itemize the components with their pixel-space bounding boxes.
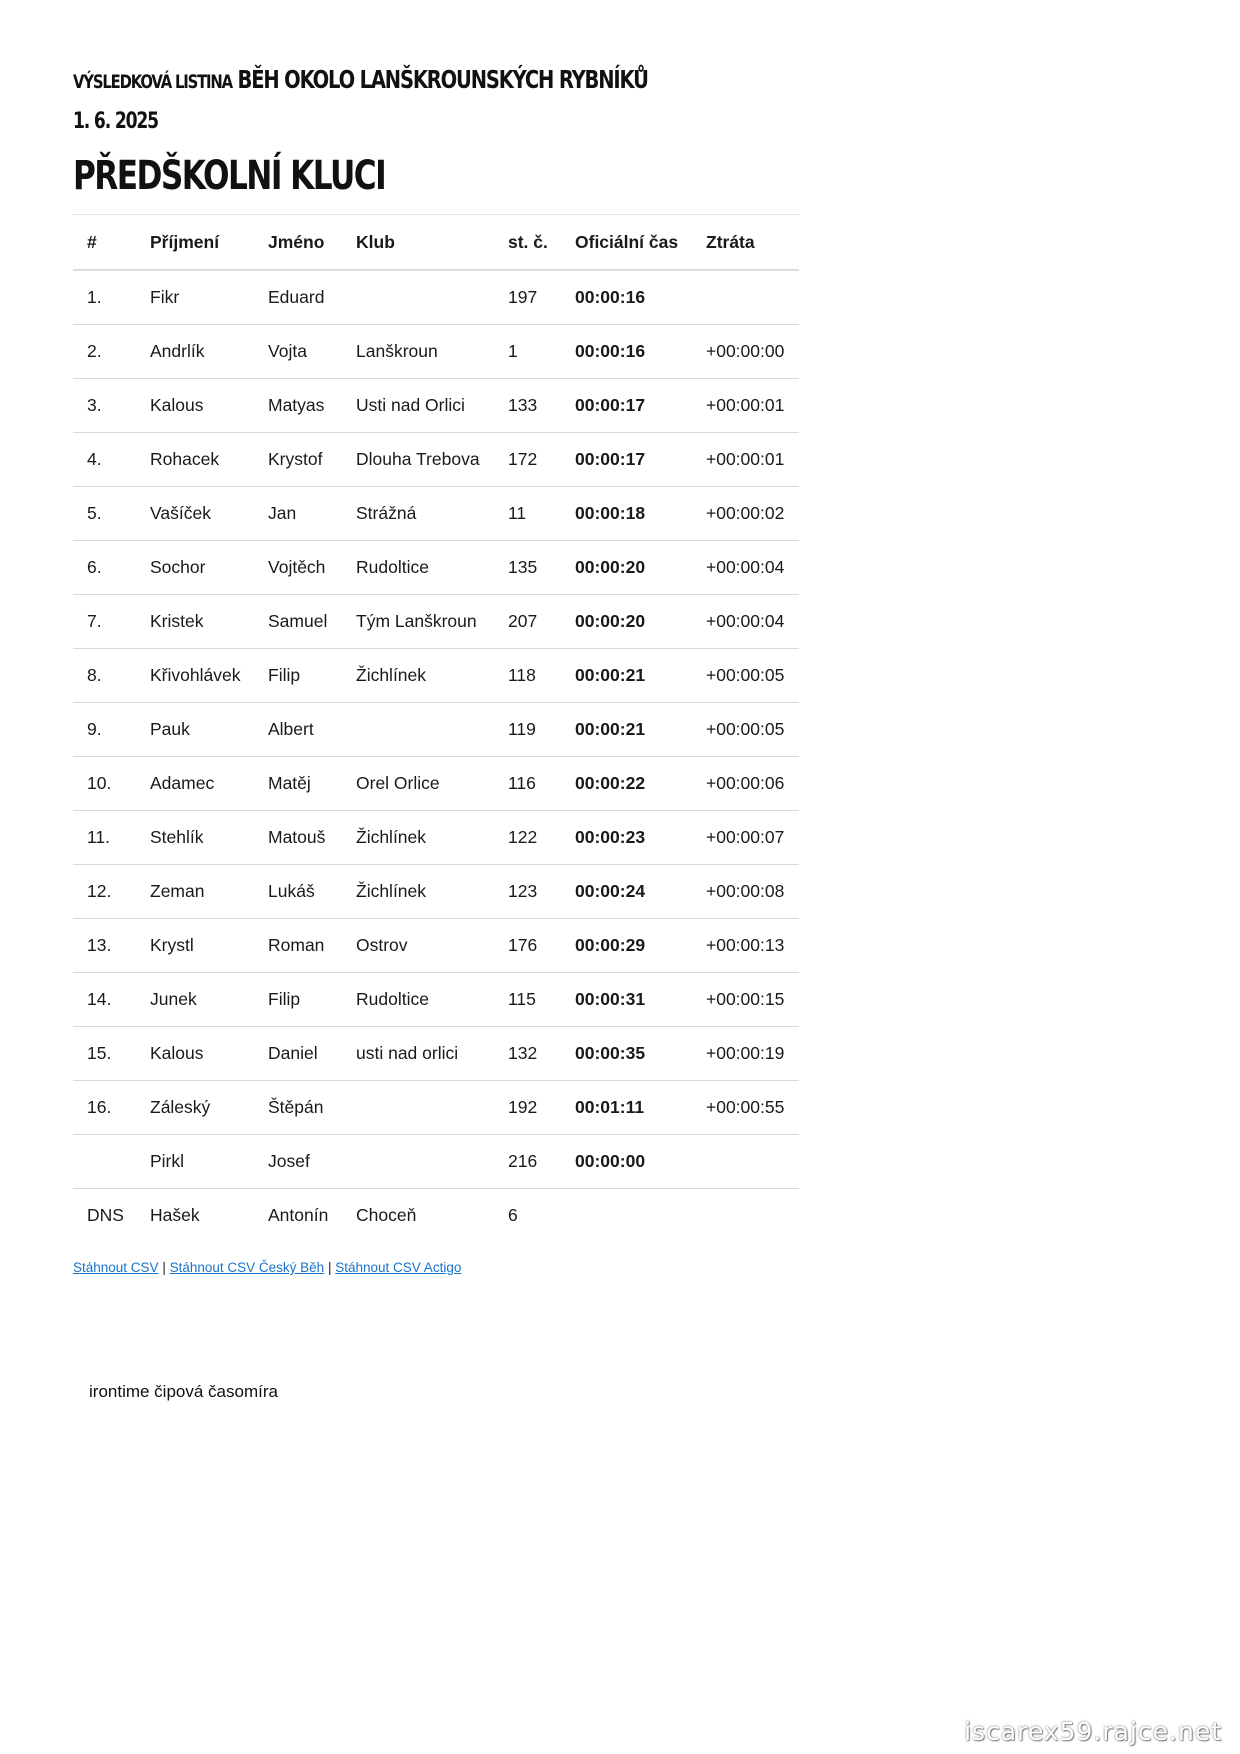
cell-club: [342, 703, 494, 757]
table-row: [73, 595, 799, 649]
table-row: [73, 541, 799, 595]
cell-name: Antonín: [254, 1189, 342, 1243]
cell-loss: +00:00:07: [692, 811, 799, 865]
link-separator: |: [327, 1260, 332, 1275]
cell-loss: +00:00:06: [692, 757, 799, 811]
cell-surname: Hašek: [136, 1189, 254, 1243]
cell-club: Žichlínek: [342, 865, 494, 919]
results-list-prefix: VÝSLEDKOVÁ LISTINA: [73, 71, 232, 93]
cell-official-time: 00:00:17: [561, 379, 692, 433]
cell-loss: +00:00:08: [692, 865, 799, 919]
cell-official-time: 00:00:21: [561, 649, 692, 703]
cell-loss: +00:00:55: [692, 1081, 799, 1135]
cell-bib: 122: [494, 811, 561, 865]
cell-surname: Záleský: [136, 1081, 254, 1135]
cell-club: [342, 1135, 494, 1189]
column-header-name: Jméno: [254, 215, 342, 271]
cell-name: Filip: [254, 649, 342, 703]
cell-loss: [692, 270, 799, 325]
cell-club: [342, 1081, 494, 1135]
cell-surname: Fikr: [136, 270, 254, 325]
cell-club: Dlouha Trebova: [342, 433, 494, 487]
cell-bib: 135: [494, 541, 561, 595]
cell-name: Krystof: [254, 433, 342, 487]
cell-rank: 2.: [73, 325, 136, 379]
cell-loss: +00:00:04: [692, 541, 799, 595]
cell-rank: 11.: [73, 811, 136, 865]
cell-surname: Rohacek: [136, 433, 254, 487]
cell-name: Albert: [254, 703, 342, 757]
cell-surname: Kalous: [136, 379, 254, 433]
table-row: [73, 379, 799, 433]
table-row: [73, 487, 799, 541]
cell-bib: 216: [494, 1135, 561, 1189]
cell-loss: +00:00:13: [692, 919, 799, 973]
cell-official-time: 00:00:22: [561, 757, 692, 811]
cell-club: Ostrov: [342, 919, 494, 973]
cell-loss: +00:00:04: [692, 595, 799, 649]
download-links: [73, 1260, 803, 1275]
cell-loss: +00:00:19: [692, 1027, 799, 1081]
results-page: [73, 60, 803, 1275]
cell-loss: +00:00:15: [692, 973, 799, 1027]
cell-rank: 13.: [73, 919, 136, 973]
cell-official-time: 00:00:16: [561, 270, 692, 325]
table-row: [73, 433, 799, 487]
cell-bib: 197: [494, 270, 561, 325]
cell-club: Usti nad Orlici: [342, 379, 494, 433]
cell-name: Štěpán: [254, 1081, 342, 1135]
cell-official-time: 00:00:31: [561, 973, 692, 1027]
cell-club: Rudoltice: [342, 973, 494, 1027]
download-csv-link[interactable]: Stáhnout CSV: [73, 1260, 159, 1275]
results-table: [73, 214, 799, 1242]
category-title: PŘEDŠKOLNÍ KLUCI: [73, 153, 386, 199]
cell-rank: [73, 1135, 136, 1189]
table-row: [73, 973, 799, 1027]
cell-club: Tým Lanškroun: [342, 595, 494, 649]
cell-rank: 1.: [73, 270, 136, 325]
column-header-loss: Ztráta: [692, 215, 799, 271]
cell-surname: Adamec: [136, 757, 254, 811]
watermark: iscarex59.rajce.net: [964, 1717, 1222, 1746]
link-separator: |: [162, 1260, 166, 1275]
cell-surname: Junek: [136, 973, 254, 1027]
cell-rank: 5.: [73, 487, 136, 541]
cell-bib: 11: [494, 487, 561, 541]
cell-name: Filip: [254, 973, 342, 1027]
cell-bib: 6: [494, 1189, 561, 1243]
cell-bib: 172: [494, 433, 561, 487]
cell-rank: 16.: [73, 1081, 136, 1135]
cell-club: Žichlínek: [342, 649, 494, 703]
cell-bib: 132: [494, 1027, 561, 1081]
cell-surname: Zeman: [136, 865, 254, 919]
column-header-club: Klub: [342, 215, 494, 271]
cell-rank: 3.: [73, 379, 136, 433]
cell-surname: Vašíček: [136, 487, 254, 541]
cell-bib: 123: [494, 865, 561, 919]
cell-loss: +00:00:05: [692, 649, 799, 703]
cell-bib: 1: [494, 325, 561, 379]
cell-bib: 207: [494, 595, 561, 649]
cell-name: Matyas: [254, 379, 342, 433]
cell-official-time: 00:00:20: [561, 541, 692, 595]
cell-bib: 116: [494, 757, 561, 811]
table-row: [73, 1081, 799, 1135]
cell-name: Matouš: [254, 811, 342, 865]
table-row: [73, 811, 799, 865]
cell-surname: Andrlík: [136, 325, 254, 379]
table-row: [73, 270, 799, 325]
cell-loss: +00:00:05: [692, 703, 799, 757]
cell-loss: +00:00:00: [692, 325, 799, 379]
cell-official-time: 00:00:16: [561, 325, 692, 379]
cell-official-time: [561, 1189, 692, 1243]
table-row: [73, 919, 799, 973]
download-csv-actigo-link[interactable]: Stáhnout CSV Actigo: [335, 1260, 462, 1275]
event-title: [73, 60, 648, 100]
cell-rank: 12.: [73, 865, 136, 919]
cell-name: Vojtěch: [254, 541, 342, 595]
column-header-surname: Příjmení: [136, 215, 254, 271]
cell-official-time: 00:00:17: [561, 433, 692, 487]
cell-club: Choceň: [342, 1189, 494, 1243]
column-header-bib: st. č.: [494, 215, 561, 271]
cell-surname: Krystl: [136, 919, 254, 973]
cell-bib: 176: [494, 919, 561, 973]
cell-name: Matěj: [254, 757, 342, 811]
cell-club: [342, 270, 494, 325]
cell-surname: Pirkl: [136, 1135, 254, 1189]
cell-official-time: 00:00:18: [561, 487, 692, 541]
cell-loss: +00:00:01: [692, 433, 799, 487]
cell-name: Eduard: [254, 270, 342, 325]
table-row: [73, 649, 799, 703]
cell-loss: [692, 1135, 799, 1189]
cell-club: Strážná: [342, 487, 494, 541]
cell-name: Daniel: [254, 1027, 342, 1081]
cell-club: Orel Orlice: [342, 757, 494, 811]
cell-official-time: 00:00:29: [561, 919, 692, 973]
table-row: [73, 703, 799, 757]
table-row: [73, 325, 799, 379]
cell-rank: 15.: [73, 1027, 136, 1081]
cell-name: Vojta: [254, 325, 342, 379]
cell-name: Roman: [254, 919, 342, 973]
download-csv-cesky-beh-link[interactable]: Stáhnout CSV Český Běh: [169, 1260, 325, 1275]
table-row: [73, 1135, 799, 1189]
column-header-rank: #: [73, 215, 136, 271]
cell-rank: 7.: [73, 595, 136, 649]
cell-rank: 4.: [73, 433, 136, 487]
cell-club: usti nad orlici: [342, 1027, 494, 1081]
cell-official-time: 00:00:21: [561, 703, 692, 757]
cell-surname: Křivohlávek: [136, 649, 254, 703]
cell-name: Samuel: [254, 595, 342, 649]
cell-loss: [692, 1189, 799, 1243]
cell-bib: 115: [494, 973, 561, 1027]
cell-surname: Kristek: [136, 595, 254, 649]
cell-name: Josef: [254, 1135, 342, 1189]
cell-rank: DNS: [73, 1189, 136, 1243]
cell-loss: +00:00:01: [692, 379, 799, 433]
cell-name: Lukáš: [254, 865, 342, 919]
event-date: 1. 6. 2025: [73, 109, 158, 134]
cell-bib: 192: [494, 1081, 561, 1135]
cell-official-time: 00:00:24: [561, 865, 692, 919]
cell-official-time: 00:00:35: [561, 1027, 692, 1081]
cell-official-time: 00:01:11: [561, 1081, 692, 1135]
footer-timing-credit: irontime čipová časomíra: [89, 1382, 278, 1401]
cell-loss: +00:00:02: [692, 487, 799, 541]
cell-surname: Kalous: [136, 1027, 254, 1081]
cell-rank: 6.: [73, 541, 136, 595]
event-name: BĚH OKOLO LANŠKROUNSKÝCH RYBNÍKŮ: [237, 65, 648, 94]
cell-surname: Pauk: [136, 703, 254, 757]
table-row: [73, 757, 799, 811]
table-row: [73, 865, 799, 919]
cell-club: Lanškroun: [342, 325, 494, 379]
cell-bib: 119: [494, 703, 561, 757]
cell-rank: 10.: [73, 757, 136, 811]
results-table-body: [73, 270, 799, 1242]
cell-rank: 8.: [73, 649, 136, 703]
table-row: [73, 1027, 799, 1081]
cell-club: Žichlínek: [342, 811, 494, 865]
cell-name: Jan: [254, 487, 342, 541]
column-header-official-time: Oficiální čas: [561, 215, 692, 271]
cell-surname: Stehlík: [136, 811, 254, 865]
cell-official-time: 00:00:20: [561, 595, 692, 649]
cell-surname: Sochor: [136, 541, 254, 595]
cell-bib: 118: [494, 649, 561, 703]
header-row: [73, 215, 799, 271]
cell-club: Rudoltice: [342, 541, 494, 595]
results-table-header: [73, 215, 799, 271]
cell-bib: 133: [494, 379, 561, 433]
cell-official-time: 00:00:23: [561, 811, 692, 865]
cell-rank: 14.: [73, 973, 136, 1027]
table-row: [73, 1189, 799, 1243]
cell-official-time: 00:00:00: [561, 1135, 692, 1189]
cell-rank: 9.: [73, 703, 136, 757]
